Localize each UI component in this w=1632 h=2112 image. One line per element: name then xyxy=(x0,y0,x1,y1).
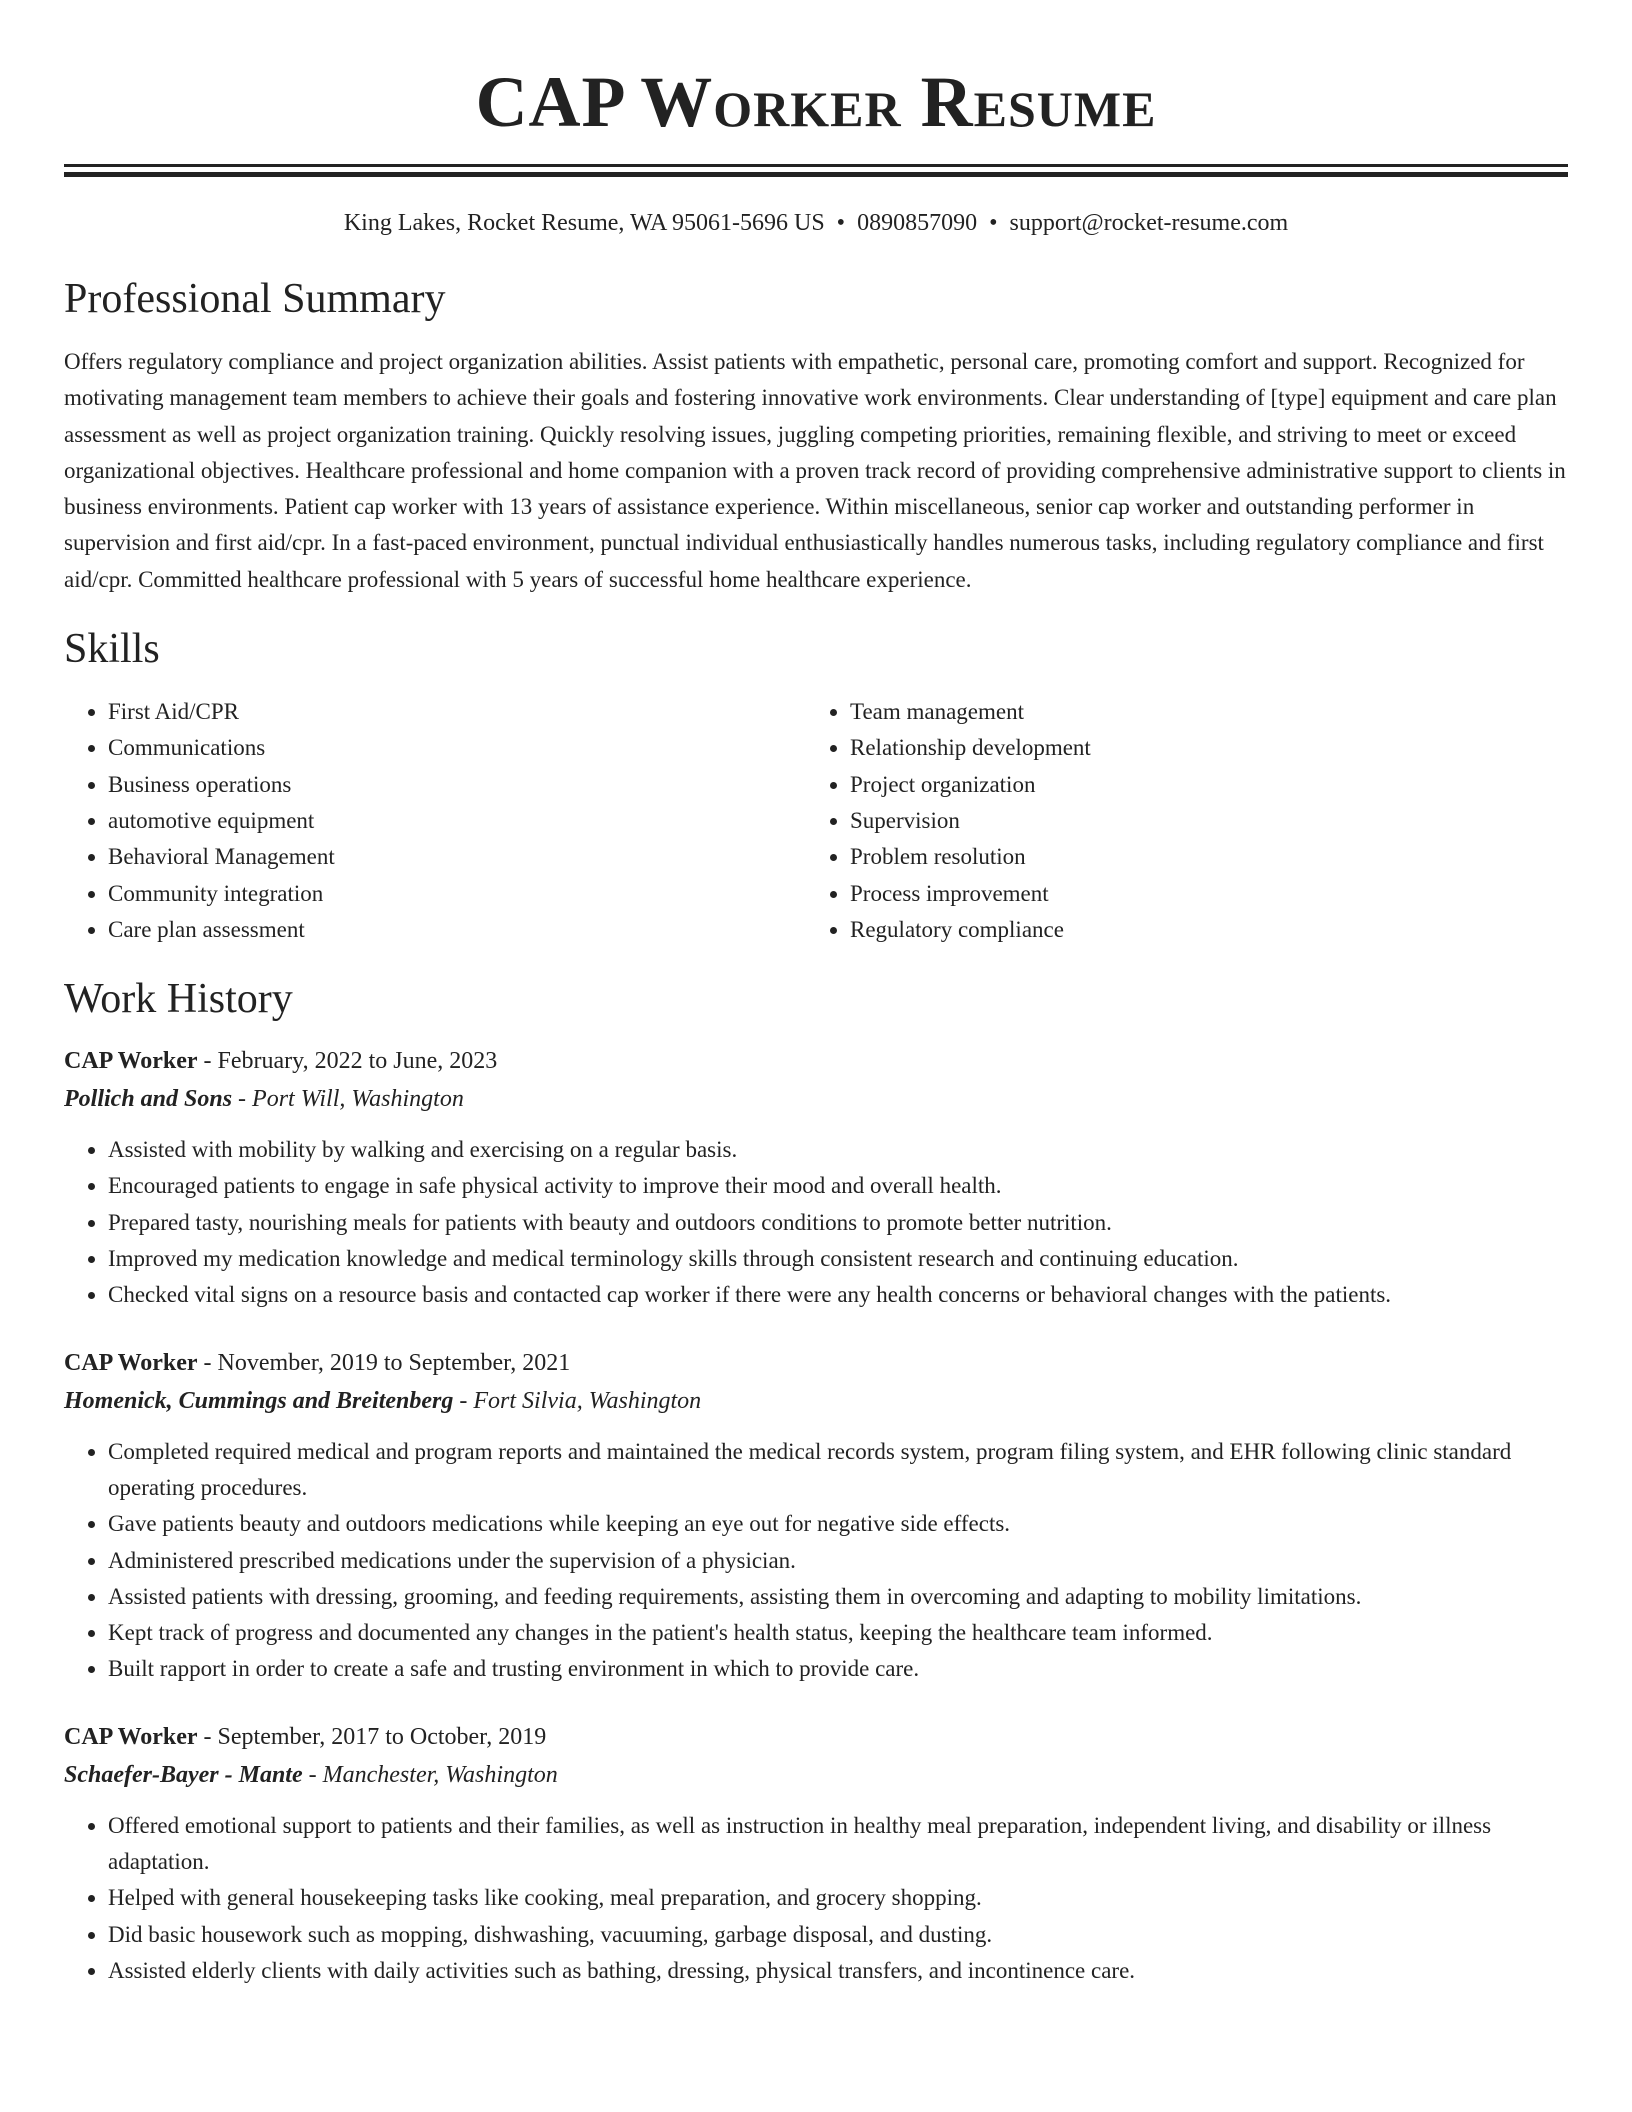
job-company-line xyxy=(64,1080,1568,1118)
contact-email: support@rocket-resume.com xyxy=(1009,210,1289,236)
skill-item: • Team management xyxy=(850,694,1548,730)
skills-heading: Skills xyxy=(64,626,160,673)
job-duty: • Did basic housework such as mopping, dishwashing, vacuuming, garbage disposal, and dusting. xyxy=(108,1917,1568,1953)
skills-column-right xyxy=(806,694,1548,948)
job-title: CAP Worker xyxy=(64,1723,198,1750)
skill-item: • First Aid/CPR xyxy=(108,694,806,730)
job-duties xyxy=(64,1132,1568,1313)
job-location: - Port Will, Washington xyxy=(238,1086,464,1113)
skill-item: • Regulatory compliance xyxy=(850,912,1548,948)
work-history-heading: Work History xyxy=(64,976,293,1023)
contact-line xyxy=(64,207,1568,239)
resume-title: CAP Worker Resume xyxy=(475,62,1157,142)
job-title: CAP Worker xyxy=(64,1349,198,1376)
job-title-line xyxy=(64,1042,1568,1080)
contact-separator: • xyxy=(836,210,846,236)
skill-item: • Problem resolution xyxy=(850,839,1548,875)
job-duty: • Checked vital signs on a resource basis and contacted cap worker if there were any health concerns or behavioral changes with the patients. xyxy=(108,1277,1568,1313)
job-duty: • Completed required medical and program reports and maintained the medical records system, program filing system, and EHR following clinic standard operating procedures. xyxy=(108,1434,1568,1507)
contact-address: King Lakes, Rocket Resume, WA 95061-5696 US xyxy=(343,210,825,236)
job-entry xyxy=(64,1042,1568,1313)
job-company: Pollich and Sons xyxy=(64,1086,233,1113)
skill-item: • Supervision xyxy=(850,803,1548,839)
job-title: CAP Worker xyxy=(64,1048,198,1075)
job-duty: • Gave patients beauty and outdoors medications while keeping an eye out for negative side effects. xyxy=(108,1506,1568,1542)
job-duty: • Assisted patients with dressing, grooming, and feeding requirements, assisting them in overcoming and adapting to mobility limitations. xyxy=(108,1579,1568,1615)
skill-item: • Project organization xyxy=(850,767,1548,803)
contact-separator: • xyxy=(989,210,998,236)
job-company: Schaefer-Bayer - Mante xyxy=(64,1761,303,1788)
skills-column-left xyxy=(64,694,806,948)
job-duty: • Helped with general housekeeping tasks like cooking, meal preparation, and grocery shopping. xyxy=(108,1880,1568,1916)
contact-phone: 0890857090 xyxy=(857,210,978,236)
job-entry xyxy=(64,1344,1568,1688)
job-duty: • Assisted elderly clients with daily activities such as bathing, dressing, physical transfers, and incontinence care. xyxy=(108,1953,1568,1989)
job-company-line xyxy=(64,1756,1568,1794)
job-duty: • Built rapport in order to create a safe and trusting environment in which to provide care. xyxy=(108,1651,1568,1687)
skill-item: • Communications xyxy=(108,730,806,766)
job-dates: - November, 2019 to September, 2021 xyxy=(203,1349,571,1376)
title-divider xyxy=(64,164,1568,177)
skills-list xyxy=(64,694,1568,948)
job-entry xyxy=(64,1718,1568,1989)
job-duty: • Administered prescribed medications under the supervision of a physician. xyxy=(108,1543,1568,1579)
job-duty: • Prepared tasty, nourishing meals for patients with beauty and outdoors conditions to promote better nutrition. xyxy=(108,1205,1568,1241)
job-dates: - February, 2022 to June, 2023 xyxy=(203,1048,498,1075)
job-duty: • Offered emotional support to patients and their families, as well as instruction in healthy meal preparation, independent living, and disability or illness adaptation. xyxy=(108,1808,1568,1881)
job-company: Homenick, Cummings and Breitenberg xyxy=(64,1387,454,1414)
skill-item: • Process improvement xyxy=(850,876,1548,912)
job-duty: • Assisted with mobility by walking and exercising on a regular basis. xyxy=(108,1132,1568,1168)
job-location: - Manchester, Washington xyxy=(308,1761,558,1788)
skill-item: • Community integration xyxy=(108,876,806,912)
skill-item: • Behavioral Management xyxy=(108,839,806,875)
skill-item: • Care plan assessment xyxy=(108,912,806,948)
job-company-line xyxy=(64,1382,1568,1420)
job-dates: - September, 2017 to October, 2019 xyxy=(203,1723,547,1750)
job-title-line xyxy=(64,1344,1568,1382)
skill-item: • Relationship development xyxy=(850,730,1548,766)
summary-text: Offers regulatory compliance and project organization abilities. Assist patients with empathetic, personal care, promoting comfort and support. Recognized for motivating management team members to achieve their goals and fostering innovative work environments. Clear understanding of [type] equipment and care plan assessment as well as project organization training. Quickly resolving issues, juggling competing priorities, remaining flexible, and striving to meet or exceed organizational objectives. Healthcare professional and home companion with a proven track record of providing comprehensive administrative support to clients in business environments. Patient cap worker with 13 years of assistance experience. Within miscellaneous, senior cap worker and outstanding performer in supervision and first aid/cpr. In a fast-paced environment, punctual individual enthusiastically handles numerous tasks, including regulatory compliance and first aid/cpr. Committed healthcare professional with 5 years of successful home healthcare experience. xyxy=(64,349,1566,592)
summary-heading: Professional Summary xyxy=(64,276,446,322)
job-title-line xyxy=(64,1718,1568,1756)
job-duties xyxy=(64,1808,1568,1989)
job-duty: • Kept track of progress and documented any changes in the patient's health status, keeping the healthcare team informed. xyxy=(108,1615,1568,1651)
job-location: - Fort Silvia, Washington xyxy=(459,1387,702,1414)
job-duty: • Improved my medication knowledge and medical terminology skills through consistent research and continuing education. xyxy=(108,1241,1568,1277)
skill-item: • automotive equipment xyxy=(108,803,806,839)
resume-page xyxy=(64,0,1568,1989)
skill-item: • Business operations xyxy=(108,767,806,803)
job-duties xyxy=(64,1434,1568,1688)
job-duty: • Encouraged patients to engage in safe physical activity to improve their mood and overall health. xyxy=(108,1168,1568,1204)
